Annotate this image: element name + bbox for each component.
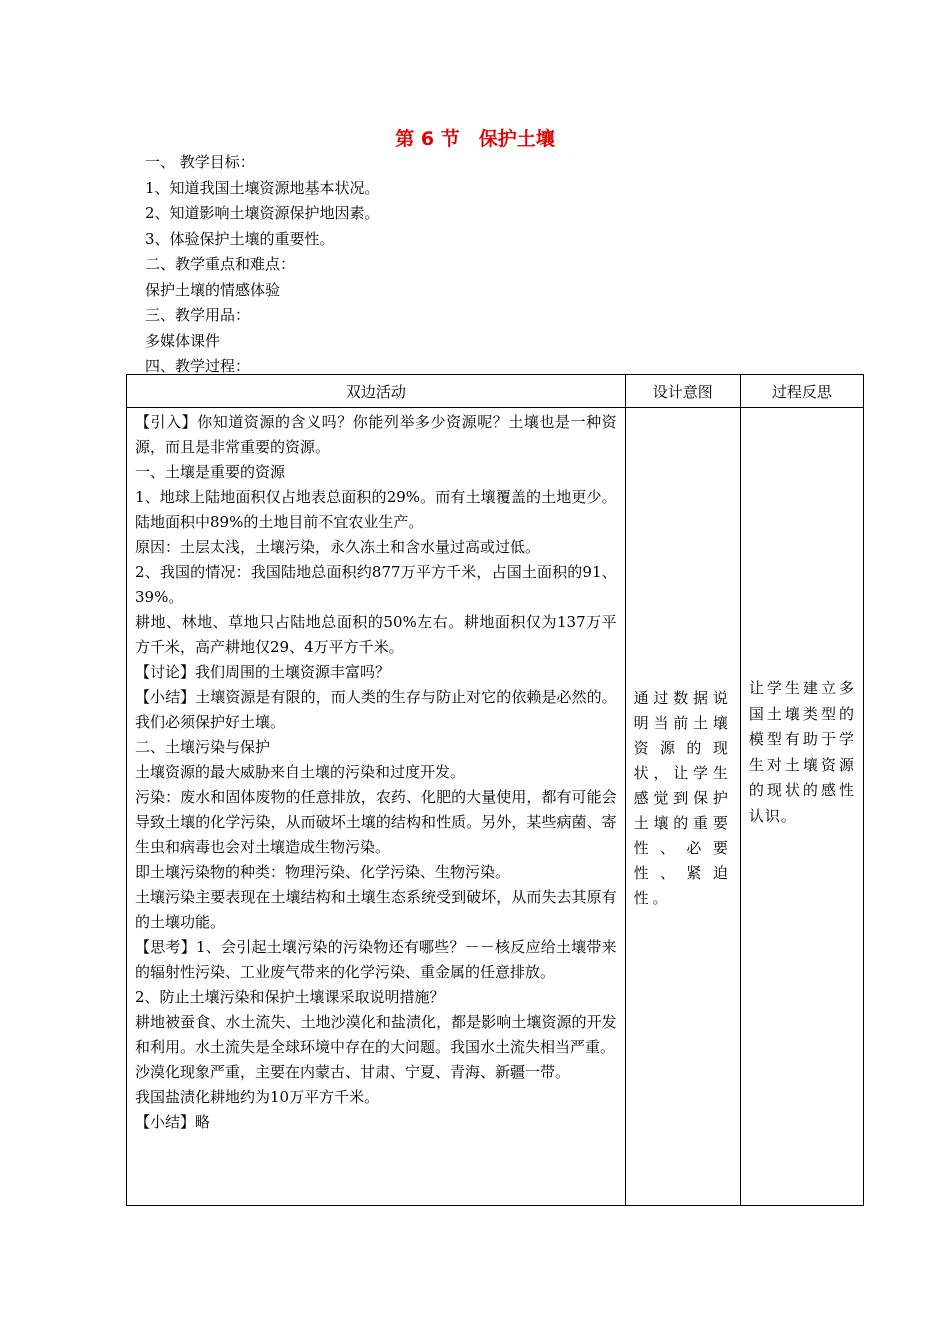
header-reflection: 过程反思 [740,375,863,408]
objective-item: 1、知道我国土壤资源地基本状况。 [145,178,380,197]
activity-paragraph: 原因：土层太浅，土壤污染，永久冻土和含水量过高或过低。 [135,538,541,556]
activity-paragraph: 污染：废水和固体废物的任意排放，农药、化肥的大量使用，都有可能会导致土壤的化学污染，从而破坏土壤的结构和性质。另外，某些病菌、寄生虫和病毒也会对土壤造成生物污染。 [135,788,617,856]
activity-paragraph: 1、地球上陆地面积仅占地表总面积的29%。而有土壤覆盖的土地更少。陆地面积中89%的土地目前不宜农业生产。 [135,488,617,531]
section-heading-materials: 三、教学用品： [145,306,251,324]
header-activities: 双边活动 [127,375,626,408]
activity-paragraph: 耕地被蚕食、水土流失、土地沙漠化和盐渍化，都是影响土壤资源的开发和利用。水土流失是全球环境中存在的大问题。我国水土流失相当严重。 [135,1013,617,1056]
activity-paragraph: 一、土壤是重要的资源 [135,463,286,481]
materials-text: 多媒体课件 [145,331,221,350]
activity-paragraph: 土壤污染主要表现在土壤结构和土壤生态系统受到破坏，从而失去其原有的土壤功能。 [135,888,617,931]
objective-item: 3、体验保护土壤的重要性。 [145,229,335,248]
activity-paragraph: 耕地、林地、草地只占陆地总面积的50%左右。耕地面积仅为137万平方千米，高产耕地仅29、4万平方千米。 [135,613,617,656]
activity-paragraph: 2、防止土壤污染和保护土壤课采取说明措施？ [135,988,445,1006]
activity-paragraph: 【引入】你知道资源的含义吗？你能列举多少资源呢？土壤也是一种资源，而且是非常重要的资源。 [135,413,617,456]
activity-paragraph: 2、我国的情况：我国陆地总面积约877万平方千米，占国土面积的91、39%。 [135,563,617,606]
activity-paragraph: 二、土壤污染与保护 [135,738,271,756]
reflection-cell [740,408,863,1206]
header-design-intent: 设计意图 [625,375,740,408]
activity-paragraph: 【小结】略 [135,1113,211,1131]
activity-paragraph: 【思考】1、会引起土壤污染的污染物还有哪些？－－核反应给土壤带来的辐射性污染、工业废气带来的化学污染、重金属的任意排放。 [135,938,617,981]
section-heading-process: 四、教学过程： [145,357,251,375]
objective-item: 2、知道影响土壤资源保护地因素。 [145,204,380,222]
activity-paragraph: 【小结】土壤资源是有限的，而人类的生存与防止对它的依赖是必然的。我们必须保护好土壤。 [135,688,617,731]
activity-paragraph: 土壤资源的最大威胁来自土壤的污染和过度开发。 [135,763,466,781]
section-heading-key-points: 二、教学重点和难点： [145,255,296,273]
section-heading-objectives: 一、 教学目标： [145,153,255,171]
activity-paragraph: 【讨论】我们周围的土壤资源丰富吗？ [135,663,391,681]
reflection-text: 让学生建立多国土壤类型的模型有助于学生对土壤资源的现状的感性认识。 [748,679,855,825]
key-points-text: 保护土壤的情感体验 [145,280,281,299]
table-header-row [127,375,864,408]
table-row [127,408,864,1206]
design-intent-cell [625,408,740,1206]
activities-cell [127,408,626,1206]
page-title: 第 6 节 保护土壤 [395,128,555,150]
teaching-process-table [126,374,864,1206]
design-intent-text: 通过数据说明当前土壤资源的现状，让学生感觉到保护土壤的重要性、必要性、紧迫性。 [633,689,732,907]
intro-section [145,150,845,380]
activity-paragraph: 我国盐渍化耕地约为10万平方千米。 [135,1088,380,1106]
activity-paragraph: 即土壤污染物的种类：物理污染、化学污染、生物污染。 [135,863,511,881]
activity-paragraph: 沙漠化现象严重，主要在内蒙古、甘肃、宁夏、青海、新疆一带。 [135,1063,571,1081]
